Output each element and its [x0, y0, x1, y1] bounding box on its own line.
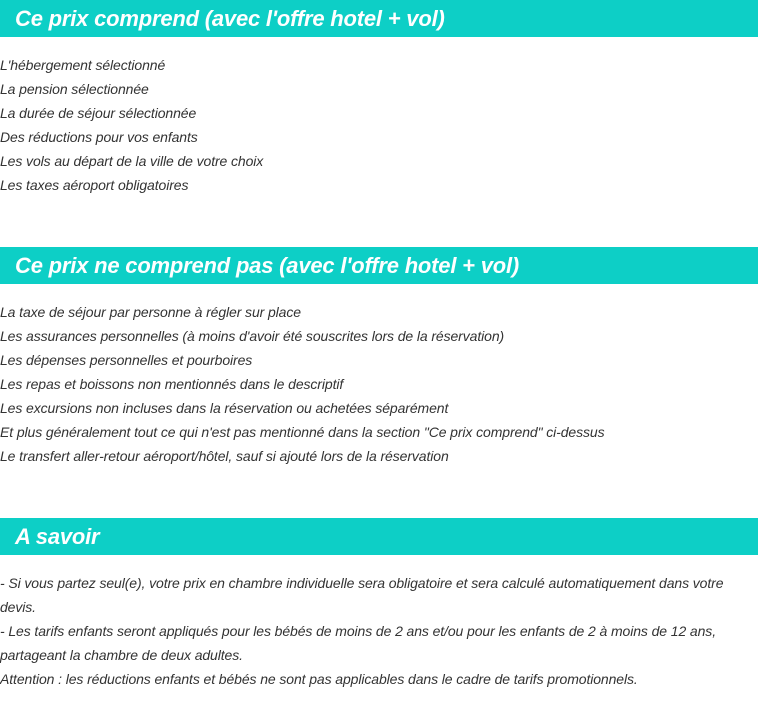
- list-item: Des réductions pour vos enfants: [0, 129, 198, 145]
- info-section-header: [0, 518, 758, 555]
- list-item: Les assurances personnelles (à moins d'avoir été souscrites lors de la réservation): [0, 328, 505, 344]
- list-item: Les vols au départ de la ville de votre choix: [0, 153, 264, 169]
- list-item: Et plus généralement tout ce qui n'est pas mentionné dans la section "Ce prix comprend" ci-dessus: [0, 424, 605, 440]
- list-item: La pension sélectionnée: [0, 81, 149, 97]
- info-paragraph: - Les tarifs enfants seront appliqués pour les bébés de moins de 2 ans et/ou pour les enfants de 2 à moins de 12 ans, partageant la chambre de deux adultes.: [0, 623, 716, 663]
- list-item: L'hébergement sélectionné: [0, 57, 166, 73]
- list-item: Le transfert aller-retour aéroport/hôtel, sauf si ajouté lors de la réservation: [0, 448, 449, 464]
- list-item: Les excursions non incluses dans la réservation ou achetées séparément: [0, 400, 449, 416]
- includes-section-title: Ce prix comprend (avec l'offre hotel + vol): [15, 6, 445, 31]
- list-item: La taxe de séjour par personne à régler sur place: [0, 304, 301, 320]
- excludes-section-header: [0, 247, 758, 284]
- list-item: Les taxes aéroport obligatoires: [0, 177, 189, 193]
- list-item: Les repas et boissons non mentionnés dans le descriptif: [0, 376, 344, 392]
- info-text-block: [0, 571, 752, 691]
- list-item: Les dépenses personnelles et pourboires: [0, 352, 253, 368]
- list-item: La durée de séjour sélectionnée: [0, 105, 197, 121]
- info-paragraph: Attention : les réductions enfants et bébés ne sont pas applicables dans le cadre de tarifs promotionnels.: [0, 671, 638, 687]
- info-section-title: A savoir: [15, 524, 100, 549]
- info-paragraph: - Si vous partez seul(e), votre prix en chambre individuelle sera obligatoire et sera calculé automatiquement dans votre devis.: [0, 575, 724, 615]
- includes-list: [0, 53, 263, 197]
- excludes-list: [0, 300, 604, 468]
- excludes-section-title: Ce prix ne comprend pas (avec l'offre hotel + vol): [15, 253, 520, 278]
- includes-section-header: [0, 0, 758, 37]
